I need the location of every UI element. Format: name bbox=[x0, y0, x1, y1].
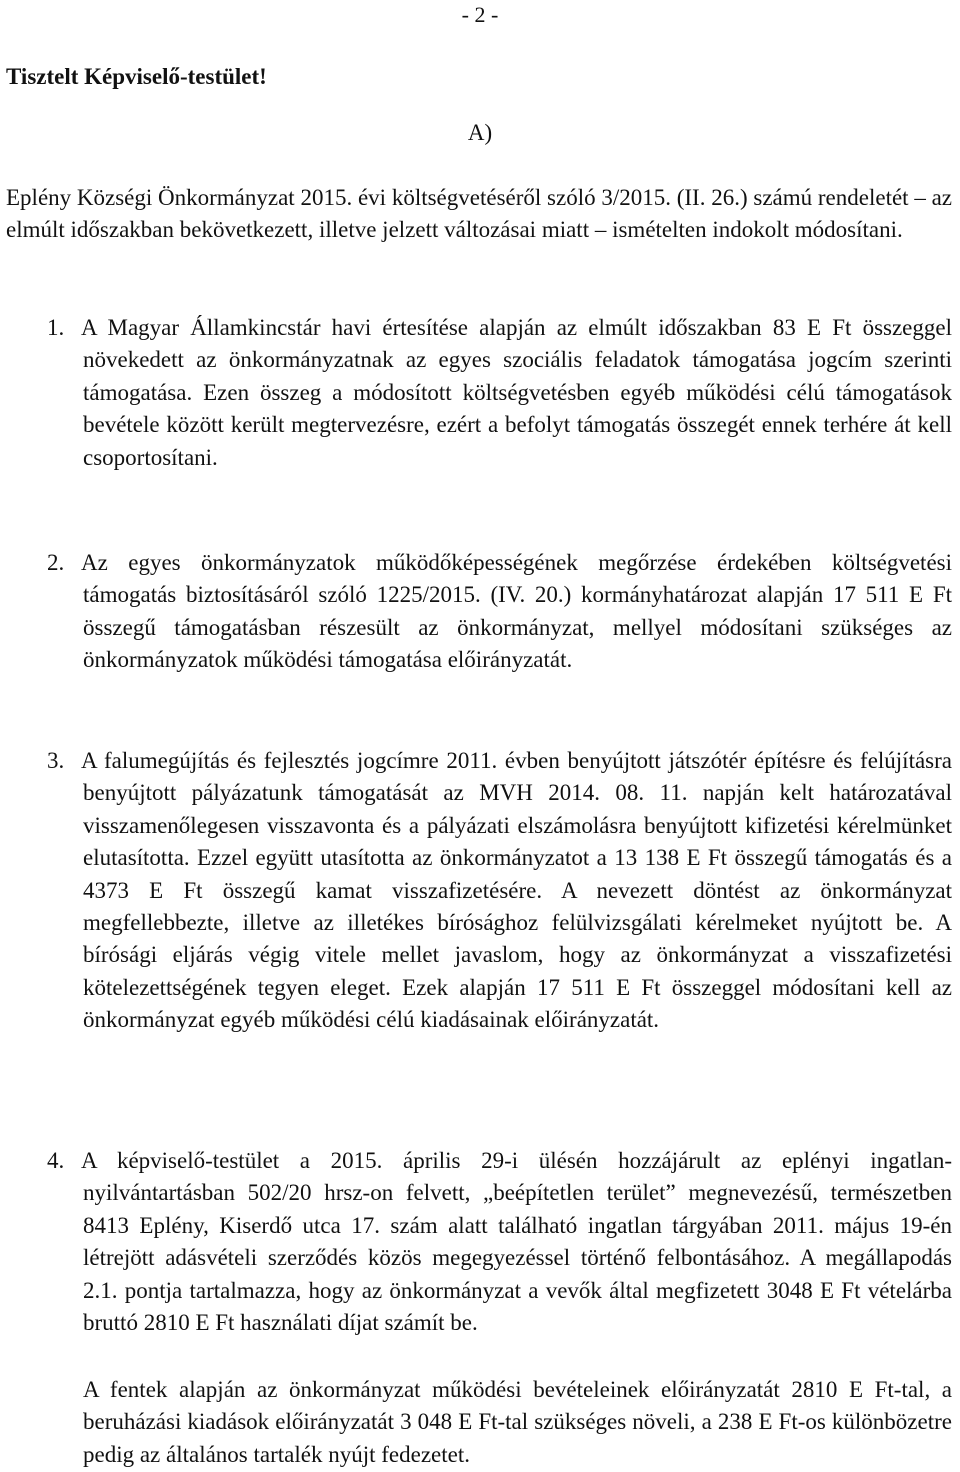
section-letter: A) bbox=[467, 120, 493, 145]
list-item-number: 2. bbox=[47, 550, 65, 575]
page-number: - 2 - bbox=[461, 2, 499, 27]
salutation-heading: Tisztelt Képviselő-testület! bbox=[6, 64, 267, 89]
list-item-text: A képviselő-testület a 2015. április 29-i ülésén hozzájárult az eplényi ingatlan-nyilvántartásban 502/20 hrsz-on felvett, „beépítetlen terület” megnevezésű, természetben 8413 Eplény, Kiserdő utca 17. szám alatt található ingatlan tárgyában 2011. május 19-én létrejött adásvételi szerződés közös megegyezéssel történő felbontásához. A megállapodás 2.1. pontja tartalmazza, hogy az önkormányzat a vevők által megfizetett 3048 E Ft vételárba bruttó 2810 E Ft használati díjat számít be. bbox=[81, 1148, 952, 1336]
list-item bbox=[47, 745, 952, 1037]
list-item bbox=[47, 547, 952, 677]
item-4-continuation-paragraph: A fentek alapján az önkormányzat működési bevételeinek előirányzatát 2810 E Ft-tal, a beruházási kiadások előirányzatát 3 048 E Ft-tal szükséges növeli, a 238 E Ft-os különbözetre pedig az általános tartalék nyújt fedezetet. bbox=[83, 1377, 952, 1467]
list-item bbox=[47, 1145, 952, 1339]
list-item-number: 1. bbox=[47, 315, 65, 340]
intro-paragraph: Eplény Községi Önkormányzat 2015. évi költségvetéséről szóló 3/2015. (II. 26.) számú rendeletét – az elmúlt időszakban bekövetkezett, illetve jelzett változásai miatt – ismételten indokolt módosítani. bbox=[6, 185, 952, 243]
list-item-text: A falumegújítás és fejlesztés jogcímre 2011. évben benyújtott játszótér építésre és felújításra benyújtott pályázatunk támogatását az MVH 2014. 08. 11. napján kelt határozatával visszamenőlegesen visszavonta és a pályázati elszámolásra benyújtott kifizetési kérelmünket elutasította. Ezzel együtt utasította az önkormányzatot a 13 138 E Ft összegű támogatás és a 4373 E Ft összegű kamat visszafizetésére. A nevezett döntést az önkormányzat megfellebbezte, illetve az illetékes bírósághoz felülvizsgálati kérelmeket nyújtott be. A bírósági eljárás végig vitele mellet javaslom, hogy az önkormányzat a visszafizetési kötelezettségének tegyen eleget. Ezek alapján 17 511 E Ft összeggel módosítani kell az önkormányzat egyéb működési célú kiadásainak előirányzatát. bbox=[81, 748, 952, 1033]
list-item-number: 3. bbox=[47, 748, 65, 773]
list-item-text: A Magyar Államkincstár havi értesítése alapján az elmúlt időszakban 83 E Ft összeggel növekedett az önkormányzatnak az egyes szociális feladatok támogatása jogcím szerinti támogatása. Ezen összeg a módosított költségvetésben egyéb működési célú támogatások bevétele között került megtervezésre, ezért a befolyt támogatás összegét ennek terhére át kell csoportosítani. bbox=[81, 315, 952, 470]
list-item-number: 4. bbox=[47, 1148, 65, 1173]
list-item bbox=[47, 312, 952, 474]
list-item-text: Az egyes önkormányzatok működőképességének megőrzése érdekében költségvetési támogatás biztosításáról szóló 1225/2015. (IV. 20.) kormányhatározat alapján 17 511 E Ft összegű támogatásban részesült az önkormányzat, mellyel módosítani szükséges az önkormányzatok működési támogatása előirányzatát. bbox=[81, 550, 952, 673]
